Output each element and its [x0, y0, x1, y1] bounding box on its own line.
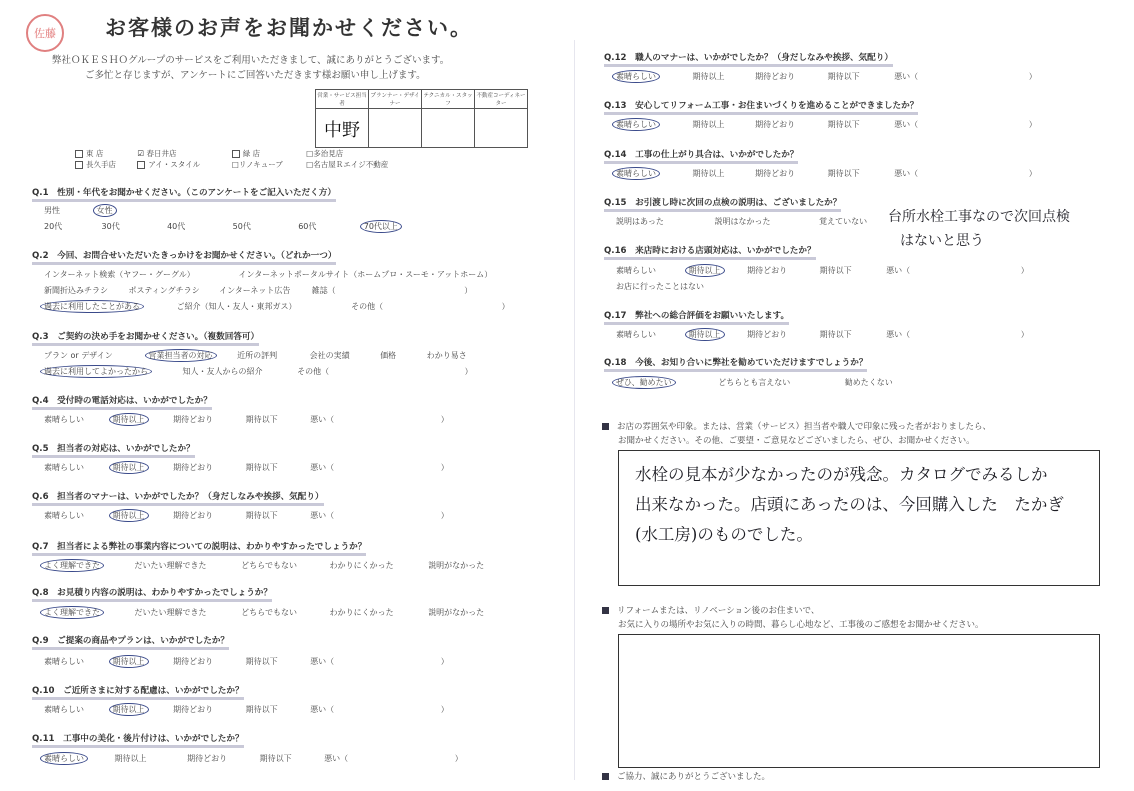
q2-row-2 — [44, 285, 472, 296]
q17-above-selected[interactable]: 期待以上 — [685, 328, 725, 341]
q17-below[interactable]: 期待以下 — [819, 330, 852, 339]
question-q10: Q.10 ご近所さまに対する配慮は、いかがでしたか？ — [32, 684, 244, 700]
branch-east[interactable]: 東 店 — [75, 148, 135, 159]
q11-bad[interactable]: 悪い（ — [324, 754, 349, 763]
q2-magazine[interactable]: 雑誌（ — [311, 286, 336, 295]
q7-understood-well-selected[interactable]: よく理解できた — [40, 559, 104, 572]
checkbox[interactable] — [75, 161, 83, 169]
q6-excellent[interactable]: 素晴らしい — [44, 511, 84, 520]
q12-below[interactable]: 期待以下 — [827, 72, 860, 81]
page-title: お客様のお声をお聞かせください。 — [105, 16, 473, 40]
q10-as-expected[interactable]: 期待どおり — [173, 705, 214, 714]
staff-header-sales: 営業・サービス担当者 — [316, 90, 369, 109]
q7-hard-to-understand[interactable]: わかりにくかった — [329, 561, 394, 570]
q14-options — [616, 168, 1037, 179]
branch-nagakute[interactable]: 長久手店 — [75, 159, 135, 170]
q12-bad[interactable]: 悪い（ — [894, 72, 919, 81]
footer-thanks: ご協力、誠にありがとうございました。 — [602, 770, 770, 782]
q6-as-expected[interactable]: 期待どおり — [173, 511, 214, 520]
q3-reputation[interactable]: 近所の評判 — [237, 351, 278, 360]
branch-nagoya-r-age[interactable]: □名古屋Ｒエイジ不動産 — [306, 160, 389, 169]
q17-excellent[interactable]: 素晴らしい — [616, 330, 656, 339]
q12-above[interactable]: 期待以上 — [692, 72, 725, 81]
q9-above-selected[interactable]: 期待以上 — [109, 655, 149, 668]
q11-excellent-selected[interactable]: 素晴らしい — [40, 752, 88, 765]
q15-handwritten-note-line-2: はないと思う — [900, 233, 984, 249]
question-q12: Q.12 職人のマナーは、いかがでしたか？（身だしなみや挨拶、気配り） — [604, 51, 893, 67]
branch-istyle[interactable]: アイ・スタイル — [137, 159, 229, 170]
q13-bad-close: ） — [1028, 120, 1037, 129]
q2-row-1 — [44, 269, 492, 280]
q4-as-expected[interactable]: 期待どおり — [173, 415, 214, 424]
staff-cell-realestate[interactable] — [475, 109, 528, 148]
q1-gender-options — [44, 205, 113, 216]
q7-no-explanation[interactable]: 説明がなかった — [428, 561, 485, 570]
staff-cell-planner[interactable] — [369, 109, 422, 148]
q15-not-explained[interactable]: 説明はなかった — [714, 217, 771, 226]
branch-row-2 — [75, 159, 388, 170]
q14-excellent-selected[interactable]: 素晴らしい — [612, 167, 660, 180]
q3-other[interactable]: その他（ — [297, 367, 330, 376]
q13-options — [616, 119, 1037, 130]
q3-price[interactable]: 価格 — [380, 351, 397, 360]
q1-age-options — [44, 221, 398, 232]
q10-bad-close: ） — [440, 705, 449, 714]
q8-neither[interactable]: どちらでもない — [241, 608, 298, 617]
comment2-title: リフォームまたは、リノベーション後のお住まいで、 — [602, 604, 819, 616]
company-seal-stamp: 佐藤 — [26, 14, 64, 52]
q16-options — [616, 265, 1029, 276]
comment1-handwriting-line-2: 出来なかった。店頭にあったのは、今回購入した たかぎ — [635, 495, 1064, 514]
q8-understood-well-selected[interactable]: よく理解できた — [40, 606, 104, 619]
q12-options — [616, 71, 1037, 82]
intro-line-2: ご多忙と存じますが、アンケートにご回答いただきます様お願い申し上げます。 — [85, 70, 426, 81]
q5-below[interactable]: 期待以下 — [245, 463, 278, 472]
q2-internet-search[interactable]: インターネット検索（ヤフー・グーグル） — [44, 270, 195, 279]
q4-options — [44, 414, 449, 425]
q1-50s[interactable]: 50代 — [232, 222, 251, 231]
question-q13: Q.13 安心してリフォーム工事・お住まいづくりを進めることができましたか？ — [604, 99, 918, 115]
q4-excellent[interactable]: 素晴らしい — [44, 415, 84, 424]
square-bullet-icon — [602, 423, 609, 430]
staff-header-technical: テクニカル・スタッフ — [422, 90, 475, 109]
q2-row-3 — [44, 301, 510, 312]
q6-bad-close: ） — [440, 511, 449, 520]
q2-newspaper-flyer[interactable]: 新聞折込みチラシ — [44, 286, 108, 295]
branch-tajimi[interactable]: □多治見店 — [306, 149, 344, 158]
comment1-title: お店の雰囲気や印象。または、営業（サービス）担当者や職人で印象に残った者がおりましたら、 — [602, 420, 991, 432]
q17-options — [616, 329, 1029, 340]
staff-table — [315, 89, 528, 148]
q10-below[interactable]: 期待以下 — [245, 705, 278, 714]
q2-portal-site[interactable]: インターネットポータルサイト（ホームプロ・スーモ・アットホーム） — [238, 270, 493, 279]
q6-bad[interactable]: 悪い（ — [310, 511, 335, 520]
q10-options — [44, 704, 449, 715]
question-q4: Q.4 受付時の電話対応は、いかがでしたか？ — [32, 394, 212, 410]
q1-female-selected[interactable]: 女性 — [93, 204, 117, 217]
q8-no-explanation[interactable]: 説明がなかった — [428, 608, 485, 617]
q1-male[interactable]: 男性 — [44, 206, 60, 215]
question-q3: Q.3 ご契約の決め手をお聞かせください。（複数回答可） — [32, 330, 259, 346]
question-q17: Q.17 弊社への総合評価をお願いいたします。 — [604, 309, 789, 325]
q15-dont-remember[interactable]: 覚えていない — [819, 217, 868, 226]
column-divider — [574, 40, 575, 780]
q13-as-expected[interactable]: 期待どおり — [755, 120, 796, 129]
q11-as-expected[interactable]: 期待どおり — [187, 754, 228, 763]
staff-header-realestate: 不動産コーディネーター — [475, 90, 528, 109]
q3-row-2 — [44, 366, 473, 377]
q9-below[interactable]: 期待以下 — [245, 657, 278, 666]
q17-as-expected[interactable]: 期待どおり — [747, 330, 788, 339]
q14-bad-close: ） — [1028, 169, 1037, 178]
q16-below[interactable]: 期待以下 — [819, 266, 852, 275]
question-q5: Q.5 担当者の対応は、いかがでしたか？ — [32, 442, 195, 458]
q16-as-expected[interactable]: 期待どおり — [747, 266, 788, 275]
q11-options — [44, 753, 463, 764]
q16-never-visited[interactable]: お店に行ったことはない — [616, 282, 704, 291]
q11-below[interactable]: 期待以下 — [259, 754, 292, 763]
q16-bad[interactable]: 悪い（ — [886, 266, 911, 275]
branch-midori[interactable]: 緑 店 — [232, 148, 304, 159]
q15-options — [616, 216, 867, 227]
comment1-box[interactable] — [618, 450, 1100, 586]
q5-options — [44, 462, 449, 473]
checkbox[interactable] — [232, 150, 240, 158]
q6-above-selected[interactable]: 期待以上 — [109, 509, 149, 522]
q14-as-expected[interactable]: 期待どおり — [755, 169, 796, 178]
q2-other-close: ） — [501, 302, 510, 311]
q9-bad-close: ） — [440, 657, 449, 666]
question-q18: Q.18 今後、お知り合いに弊社を勧めていただけますでしょうか？ — [604, 356, 867, 372]
question-q9: Q.9 ご提案の商品やプランは、いかがでしたか？ — [32, 634, 229, 650]
q1-30s[interactable]: 30代 — [101, 222, 120, 231]
q2-referral[interactable]: ご紹介（知人・友人・東邦ガス） — [176, 302, 297, 311]
comment1-handwriting-line-3: (水工房)のものでした。 — [635, 525, 813, 544]
q14-above[interactable]: 期待以上 — [692, 169, 725, 178]
comment2-title-line-2: お気に入りの場所やお気に入りの時間、暮らし心地など、工事後のご感想をお聞かせください。 — [618, 620, 984, 630]
q3-friend-referral[interactable]: 知人・友人からの紹介 — [182, 367, 263, 376]
q3-plan-design[interactable]: プラン or デザイン — [44, 351, 113, 360]
question-q2: Q.2 今回、お問合せいただいたきっかけをお聞かせください。（どれか一つ） — [32, 249, 336, 265]
q1-60s[interactable]: 60代 — [298, 222, 317, 231]
staff-cell-technical[interactable] — [422, 109, 475, 148]
q3-other-close: ） — [464, 367, 473, 376]
comment2-box[interactable] — [618, 634, 1100, 768]
q10-bad[interactable]: 悪い（ — [310, 705, 335, 714]
question-q14: Q.14 工事の仕上がり具合は、いかがでしたか？ — [604, 148, 798, 164]
q12-bad-close: ） — [1028, 72, 1037, 81]
staff-signature: 中野 — [324, 120, 360, 141]
q13-bad[interactable]: 悪い（ — [894, 120, 919, 129]
q14-bad[interactable]: 悪い（ — [894, 169, 919, 178]
q10-excellent[interactable]: 素晴らしい — [44, 705, 84, 714]
q4-below[interactable]: 期待以下 — [245, 415, 278, 424]
q17-bad[interactable]: 悪い（ — [886, 330, 911, 339]
q8-hard-to-understand[interactable]: わかりにくかった — [329, 608, 394, 617]
q7-neither[interactable]: どちらでもない — [241, 561, 298, 570]
q11-above[interactable]: 期待以上 — [114, 754, 147, 763]
q13-above[interactable]: 期待以上 — [692, 120, 725, 129]
square-bullet-icon — [602, 607, 609, 614]
intro-line-1: 弊社ＯＫＥＳＨＯグループのサービスをご利用いただきまして、誠にありがとうございます。 — [52, 55, 450, 66]
q3-sales-response-selected[interactable]: 営業担当者の対応 — [145, 349, 217, 362]
q3-track-record[interactable]: 会社の実績 — [309, 351, 350, 360]
q1-70s-selected[interactable]: 70代以上 — [360, 220, 402, 233]
question-q15: Q.15 お引渡し時に次回の点検の説明は、ございましたか？ — [604, 196, 841, 212]
q2-other[interactable]: その他（ — [351, 302, 384, 311]
q7-mostly-understood[interactable]: だいたい理解できた — [134, 561, 207, 570]
q8-options — [44, 607, 484, 618]
question-q1: Q.1 性別・年代をお聞かせください。（このアンケートをご記入いただく方） — [32, 186, 336, 202]
question-q16: Q.16 来店時における店頭対応は、いかがでしたか？ — [604, 244, 816, 260]
q8-mostly-understood[interactable]: だいたい理解できた — [134, 608, 207, 617]
q4-bad[interactable]: 悪い（ — [310, 415, 335, 424]
square-bullet-icon — [602, 773, 609, 780]
q5-as-expected[interactable]: 期待どおり — [173, 463, 214, 472]
q16-bad-close: ） — [1020, 266, 1029, 275]
check-mark-icon: ☑ — [137, 149, 145, 158]
q5-excellent[interactable]: 素晴らしい — [44, 463, 84, 472]
q10-above-selected[interactable]: 期待以上 — [109, 703, 149, 716]
q15-explained[interactable]: 説明はあった — [616, 217, 664, 226]
q5-bad-close: ） — [440, 463, 449, 472]
q2-internet-ad[interactable]: インターネット広告 — [219, 286, 291, 295]
comment1-handwriting-line-1: 水栓の見本が少なかったのが残念。カタログでみるしか — [635, 465, 1048, 484]
q5-bad[interactable]: 悪い（ — [310, 463, 335, 472]
q18-options — [616, 377, 893, 388]
q4-bad-close: ） — [440, 415, 449, 424]
q15-handwritten-note-line-1: 台所水栓工事なので次回点検 — [888, 209, 1070, 225]
q18-neither[interactable]: どちらとも言えない — [718, 378, 791, 387]
q9-as-expected[interactable]: 期待どおり — [173, 657, 214, 666]
q2-magazine-close: ） — [464, 286, 473, 295]
staff-header-planner: プランナー・デザイナー — [369, 90, 422, 109]
q6-below[interactable]: 期待以下 — [245, 511, 278, 520]
checkbox[interactable] — [75, 150, 83, 158]
q9-excellent[interactable]: 素晴らしい — [44, 657, 84, 666]
q5-above-selected[interactable]: 期待以上 — [109, 461, 149, 474]
q16-excellent[interactable]: 素晴らしい — [616, 266, 656, 275]
question-q8: Q.8 お見積り内容の説明は、わかりやすかったでしょうか？ — [32, 586, 272, 602]
q16-above-selected[interactable]: 期待以上 — [685, 264, 725, 277]
q14-below[interactable]: 期待以下 — [827, 169, 860, 178]
question-q11: Q.11 工事中の美化・後片付けは、いかがでしたか？ — [32, 732, 244, 748]
comment1-title-line-2: お聞かせください。その他、ご要望・ご意見などございましたら、ぜひ、お聞かせください。 — [618, 436, 975, 446]
q9-options — [44, 656, 449, 667]
q3-row-1 — [44, 350, 467, 361]
q4-above-selected[interactable]: 期待以上 — [109, 413, 149, 426]
q13-below[interactable]: 期待以下 — [827, 120, 860, 129]
q6-options — [44, 510, 449, 521]
q9-bad[interactable]: 悪い（ — [310, 657, 335, 666]
q18-recommend-selected[interactable]: ぜひ、勧めたい — [612, 376, 676, 389]
branch-renocube[interactable]: □リノキューブ — [231, 160, 283, 169]
staff-signature-cell[interactable] — [316, 109, 369, 148]
q1-20s[interactable]: 20代 — [44, 222, 63, 231]
q7-options — [44, 560, 484, 571]
q12-as-expected[interactable]: 期待どおり — [755, 72, 796, 81]
q1-40s[interactable]: 40代 — [167, 222, 186, 231]
question-q7: Q.7 担当者による弊社の事業内容についての説明は、わかりやすかったでしょうか？ — [32, 540, 366, 556]
q3-clarity[interactable]: わかり易さ — [426, 351, 467, 360]
branch-row-1 — [75, 148, 343, 159]
question-q6: Q.6 担当者のマナーは、いかがでしたか？（身だしなみや挨拶、気配り） — [32, 490, 324, 506]
checkbox[interactable] — [137, 161, 145, 169]
q12-excellent-selected[interactable]: 素晴らしい — [612, 70, 660, 83]
q3-past-use-selected[interactable]: 過去に利用してよかったから — [40, 365, 152, 378]
branch-kasugai[interactable]: ☑ 春日井店 — [137, 149, 177, 158]
q2-past-use-selected[interactable]: 過去に利用したことがある — [40, 300, 144, 313]
q11-bad-close: ） — [454, 754, 463, 763]
q18-not-recommend[interactable]: 勧めたくない — [844, 378, 893, 387]
q13-excellent-selected[interactable]: 素晴らしい — [612, 118, 660, 131]
q2-posting-flyer[interactable]: ポスティングチラシ — [128, 286, 200, 295]
q17-bad-close: ） — [1020, 330, 1029, 339]
